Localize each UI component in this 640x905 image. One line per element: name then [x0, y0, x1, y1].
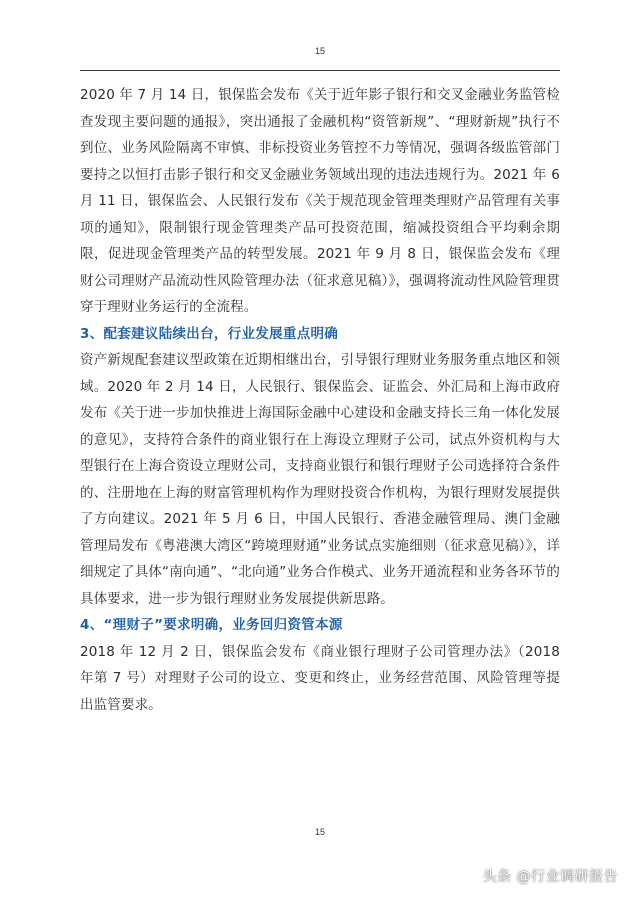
- document-body: [80, 82, 560, 718]
- paragraph-wealth-subsidiary-rules: 2018 年 12 月 2 日，银保监会发布《商业银行理财子公司管理办法》（2018 年第 7 号）对理财子公司的设立、变更和终止，业务经营范围、风险管理等提出监管要求。: [80, 643, 560, 713]
- footer-page-number: 15: [314, 827, 325, 837]
- section-heading-3: 3、配套建议陆续出台，行业发展重点明确: [80, 325, 339, 342]
- header-divider: [80, 70, 560, 71]
- paragraph-regulatory-notices: 2020 年 7 月 14 日，银保监会发布《关于近年影子银行和交叉金融业务监管检查发现主要问题的通报》，突出通报了金融机构“资管新规”、“理财新规”执行不到位、业务风险隔离不审慎、非标投资业务管控不力等情况，强调各级监管部门要持之以恒打击影子银行和交叉金融业务领域出现的违法违规行为。2021 年 6 月 11 日，银保监会、人民银行发布《关于规范现金管理类理财产品管理有关事项的通知》，限制银行现金管理类产品可投资范围，缩减投资组合平均剩余期限，促进现金管理类产品的转型发展。2021 年 9 月 8 日，银保监会发布《理财公司理财产品流动性风险管理办法（征求意见稿）》，强调将流动性风险管理贯穿于理财业务运行的全流程。: [80, 87, 560, 315]
- section-heading-4: 4、“理财子”要求明确，业务回归资管本源: [80, 617, 343, 633]
- paragraph-supporting-policies: 资产新规配套建议型政策在近期相继出台，引导银行理财业务服务重点地区和领域。2020 年 2 月 14 日，人民银行、银保监会、证监会、外汇局和上海市政府发布《关于进一步加快推进上海国际金融中心建设和金融支持长三角一体化发展的意见》，支持符合条件的商业银行在上海设立理财子公司，试点外资机构与大型银行在上海合资设立理财公司，支持商业银行和银行理财子公司选择符合条件的、注册地在上海的财富管理机构作为理财投资合作机构，为银行理财发展提供了方向建议。2021 年 5 月 6 日，中国人民银行、香港金融管理局、澳门金融管理局发布《粤港澳大湾区“跨境理财通”业务试点实施细则（征求意见稿）》，详细规定了具体“南向通”、“北向通”业务合作模式、业务开通流程和业务各环节的具体要求，进一步为银行理财业务发展提供新思路。: [80, 352, 560, 607]
- header-page-number: 15: [314, 46, 325, 56]
- source-watermark: 头条 @行业调研报告: [482, 869, 618, 885]
